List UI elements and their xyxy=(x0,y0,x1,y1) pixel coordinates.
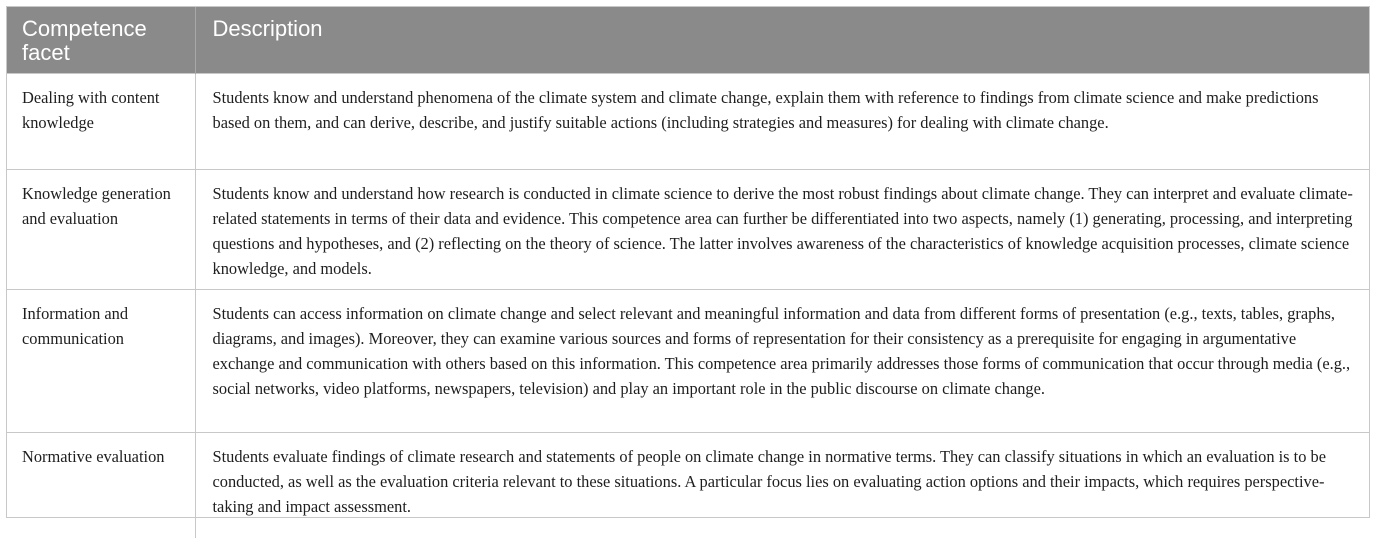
competence-table xyxy=(7,7,1369,538)
table-header xyxy=(7,7,1369,74)
header-competence-facet: Competence facet xyxy=(7,7,195,74)
description-cell: Students evaluate findings of climate research and statements of people on climate change in normative terms. They can classify situations in which an evaluation is to be conducted, as well as the evaluation criteria relevant to these situations. A particular focus lies on evaluating action options and their impacts, which requires perspective-taking and impact assessment. xyxy=(195,433,1369,538)
description-cell: Students can access information on climate change and select relevant and meaningful information and data from different forms of presentation (e.g., texts, tables, graphs, diagrams, and images). Moreover, they can examine various sources and forms of representation for their consistency as a prerequisite for engaging in argumentative exchange and communication with others based on this information. This competence area primarily addresses those forms of communication that occur through media (e.g., social networks, video platforms, newspapers, television) and play an important role in the public discourse on climate change. xyxy=(195,290,1369,433)
facet-cell: Dealing with content knowledge xyxy=(7,74,195,170)
description-cell: Students know and understand phenomena of the climate system and climate change, explain them with reference to findings from climate science and make predictions based on them, and can derive, describe, and justify suitable actions (including strategies and measures) for dealing with climate change. xyxy=(195,74,1369,170)
description-cell: Students know and understand how research is conducted in climate science to derive the most robust findings about climate change. They can interpret and evaluate climate-related statements in terms of their data and evidence. This competence area can further be differentiated into two aspects, namely (1) generating, processing, and interpreting questions and hypotheses, and (2) reflecting on the theory of science. The latter involves awareness of the characteristics of knowledge acquisition processes, climate science knowledge, and models. xyxy=(195,170,1369,290)
facet-cell: Knowledge generation and evaluation xyxy=(7,170,195,290)
table-row xyxy=(7,74,1369,170)
table-row xyxy=(7,170,1369,290)
competence-table-container xyxy=(6,6,1370,518)
header-description: Description xyxy=(195,7,1369,74)
table-row xyxy=(7,433,1369,538)
table-row xyxy=(7,290,1369,433)
header-row xyxy=(7,7,1369,74)
table-body xyxy=(7,74,1369,538)
facet-cell: Normative evaluation xyxy=(7,433,195,538)
facet-cell: Information and communication xyxy=(7,290,195,433)
